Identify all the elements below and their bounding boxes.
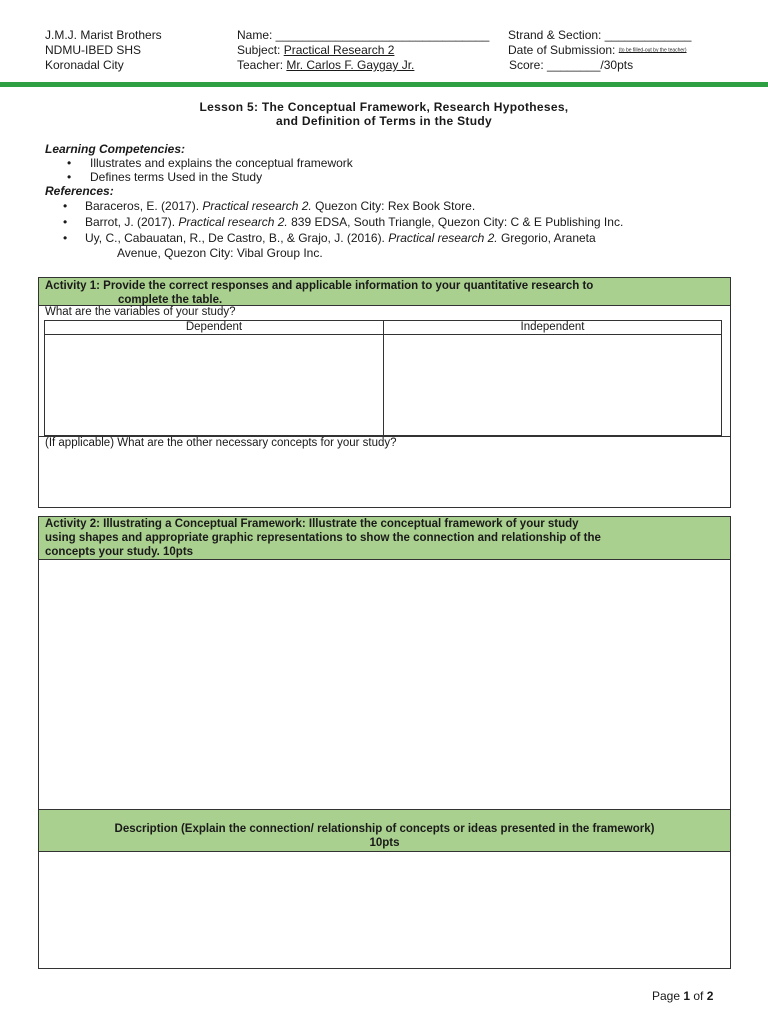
strand-field[interactable]: Strand & Section: _____________ xyxy=(508,28,692,42)
dependent-header: Dependent xyxy=(45,321,383,335)
teacher-label: Teacher: xyxy=(237,58,287,72)
reference-item: • Uy, C., Cabauatan, R., De Castro, B., & Grajo, J. (2016). Practical research 2. Gregorio, Araneta xyxy=(45,230,735,246)
activity2-heading: Activity 2: Illustrating a Conceptual Framework: Illustrate the conceptual framework of your study using shapes and appropriate graphic representations to show the connection and relationship of the concepts your study. 10pts xyxy=(39,517,730,560)
other-concepts-question: (If applicable) What are the other necessary concepts for your study? xyxy=(45,437,397,449)
independent-answer-cell[interactable] xyxy=(384,336,721,435)
lesson-title xyxy=(0,100,768,128)
references-label: References: xyxy=(45,184,114,198)
activity2-box xyxy=(38,516,731,969)
submission-label: Date of Submission: xyxy=(508,43,619,57)
header-divider xyxy=(0,82,768,87)
references-list xyxy=(45,198,735,260)
other-concepts-area[interactable] xyxy=(39,436,730,450)
teacher-value: Mr. Carlos F. Gaygay Jr. xyxy=(286,58,415,72)
document-header xyxy=(45,28,735,78)
activity1-box xyxy=(38,277,731,508)
competencies-list xyxy=(45,156,735,184)
list-item: • Illustrates and explains the conceptual framework xyxy=(45,156,735,170)
section-info xyxy=(508,28,691,73)
dependent-answer-cell[interactable] xyxy=(45,336,383,435)
variables-table xyxy=(44,320,722,436)
school-city: Koronadal City xyxy=(45,58,124,72)
school-info xyxy=(45,28,162,73)
subject-label: Subject: xyxy=(237,43,284,57)
variables-question: What are the variables of your study? xyxy=(45,306,236,318)
competencies-label: Learning Competencies: xyxy=(45,142,186,156)
reference-continuation: Avenue, Quezon City: Vibal Group Inc. xyxy=(117,246,323,260)
framework-drawing-area[interactable] xyxy=(39,560,730,810)
lesson-title-line2: and Definition of Terms in the Study xyxy=(276,114,492,128)
independent-header: Independent xyxy=(384,321,721,335)
description-answer-area[interactable] xyxy=(39,852,730,968)
school-dept: NDMU-IBED SHS xyxy=(45,43,142,57)
page-number: Page 1 of 2 xyxy=(652,989,714,1003)
submission-note: (to be filled-out by the teacher) xyxy=(618,47,687,54)
name-field[interactable]: Name: ________________________________ xyxy=(237,28,490,42)
school-name: J.M.J. Marist Brothers xyxy=(45,28,162,42)
competencies-section xyxy=(45,142,735,260)
list-item: • Defines terms Used in the Study xyxy=(45,170,735,184)
description-heading: Description (Explain the connection/ relationship of concepts or ideas presented in the framework) 10pts xyxy=(39,810,730,852)
score-field: Score: ________/30pts xyxy=(509,58,634,73)
student-info xyxy=(237,28,489,73)
reference-item: • Baraceros, E. (2017). Practical research 2. Quezon City: Rex Book Store. xyxy=(45,198,735,214)
lesson-title-line1: Lesson 5: The Conceptual Framework, Research Hypotheses, xyxy=(199,100,569,114)
activity1-heading: Activity 1: Provide the correct responses and applicable information to your quantitative research to complete the table. xyxy=(39,278,730,306)
subject-value: Practical Research 2 xyxy=(283,43,395,57)
reference-item: • Barrot, J. (2017). Practical research 2. 839 EDSA, South Triangle, Quezon City: C & E Publishing Inc. xyxy=(45,214,735,230)
